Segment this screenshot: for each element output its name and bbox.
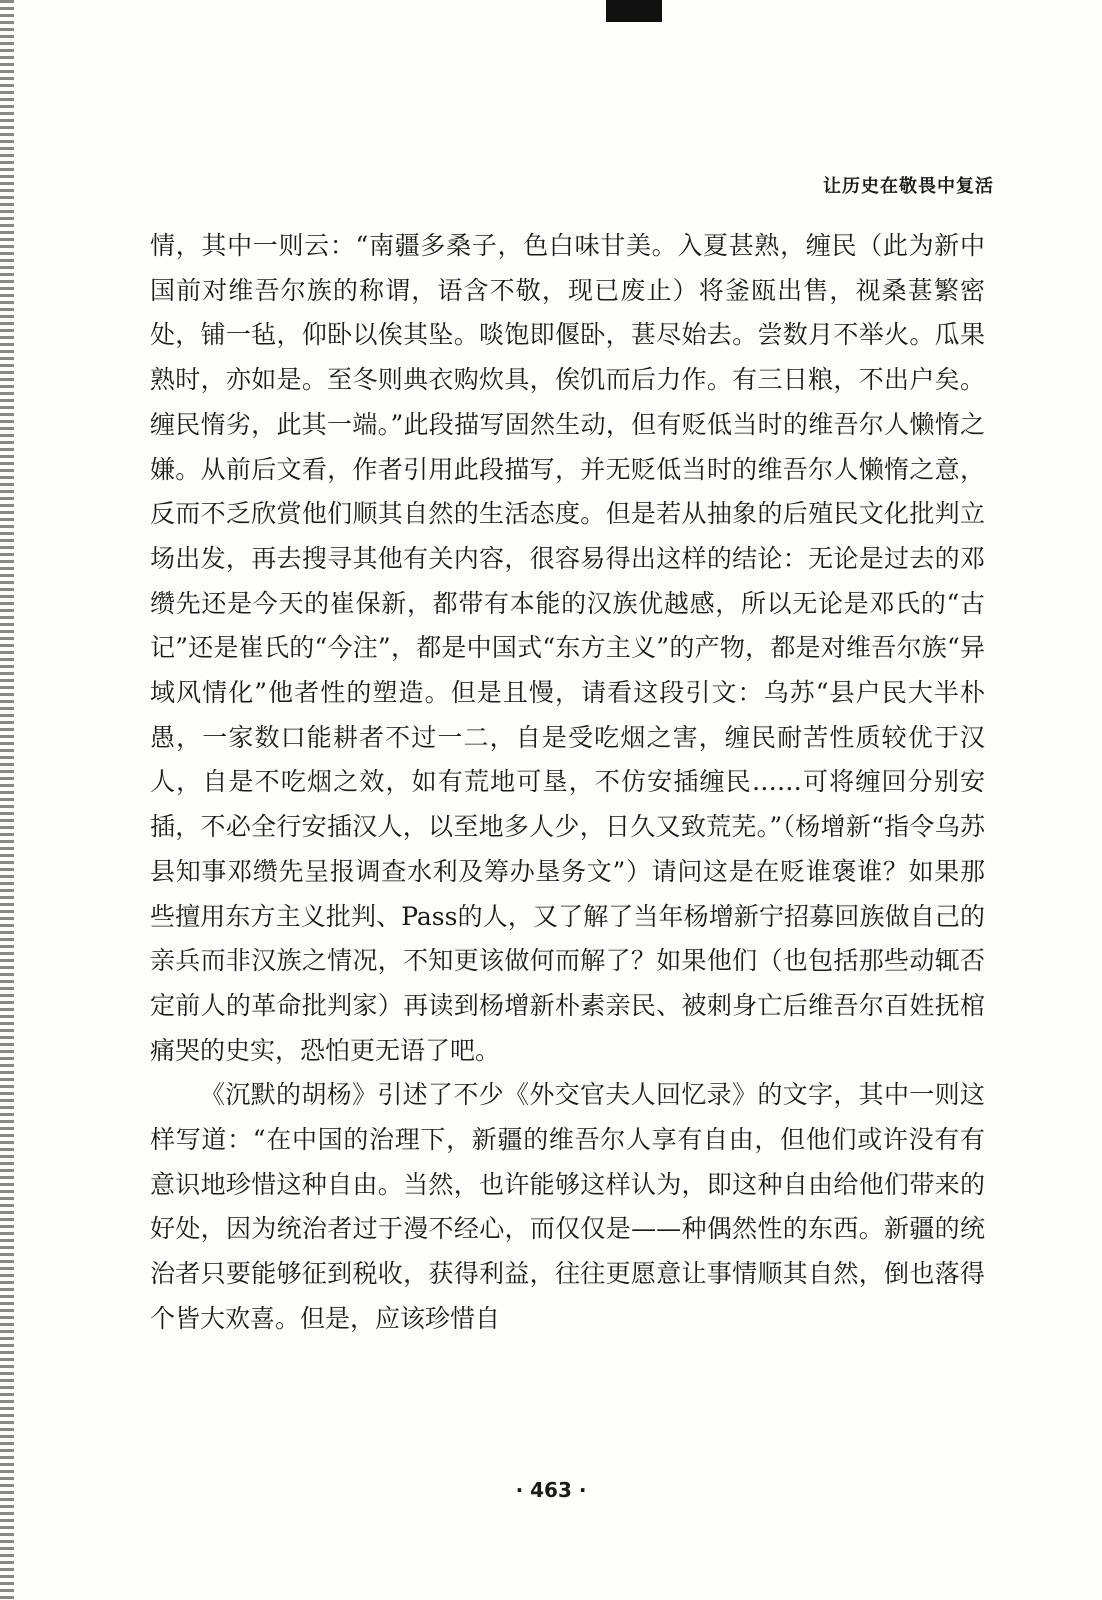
page-number: · 463 · [515,1478,587,1502]
body-text [150,224,985,1342]
running-header: 让历史在敬畏中复活 [823,176,994,197]
scan-mark [606,0,662,22]
paragraph-2: 《沉默的胡杨》引述了不少《外交官夫人回忆录》的文字，其中一则这样写道：“在中国的治理下，新疆的维吾尔人享有自由，但他们或许没有有意识地珍惜这种自由。当然，也许能够这样认为，即这种自由给他们带来的好处，因为统治者过于漫不经心，而仅仅是——种偶然性的东西。新疆的统治者只要能够征到税收，获得利益，往往更愿意让事情顺其自然，倒也落得个皆大欢喜。但是，应该珍惜自 [150,1080,985,1333]
scan-edge-shadow [0,0,14,1600]
paragraph-1: 情，其中一则云：“南疆多桑子，色白味甘美。入夏甚熟，缠民（此为新中国前对维吾尔族的称谓，语含不敬，现已废止）将釜瓯出售，视桑葚繁密处，铺一毡，仰卧以俟其坠。啖饱即偃卧，葚尽始去。尝数月不举火。瓜果熟时，亦如是。至冬则典衣购炊具，俟饥而后力作。有三日粮，不出户矣。缠民惰劣，此其一端。”此段描写固然生动，但有贬低当时的维吾尔人懒惰之嫌。从前后文看，作者引用此段描写，并无贬低当时的维吾尔人懒惰之意，反而不乏欣赏他们顺其自然的生活态度。但是若从抽象的后殖民文化批判立场出发，再去搜寻其他有关内容，很容易得出这样的结论：无论是过去的邓缵先还是今天的崔保新，都带有本能的汉族优越感，所以无论是邓氏的“古记”还是崔氏的“今注”，都是中国式“东方主义”的产物，都是对维吾尔族“异域风情化”他者性的塑造。但是且慢，请看这段引文：乌苏“县户民大半朴愚，一家数口能耕者不过一二，自是受吃烟之害，缠民耐苦性质较优于汉人，自是不吃烟之效，如有荒地可垦，不仿安插缠民……可将缠回分别安插，不必全行安插汉人，以至地多人少，日久又致荒芜。”（杨增新“指令乌苏县知事邓缵先呈报调查水利及筹办垦务文”）请问这是在贬谁褒谁？如果那些擅用东方主义批判、Pass的人，又了解了当年杨增新宁招募回族做自己的亲兵而非汉族之情况，不知更该做何而解了？如果他们（也包括那些动辄否定前人的革命批判家）再读到杨增新朴素亲民、被刺身亡后维吾尔百姓抚棺痛哭的史实，恐怕更无语了吧。 [150,231,985,1065]
